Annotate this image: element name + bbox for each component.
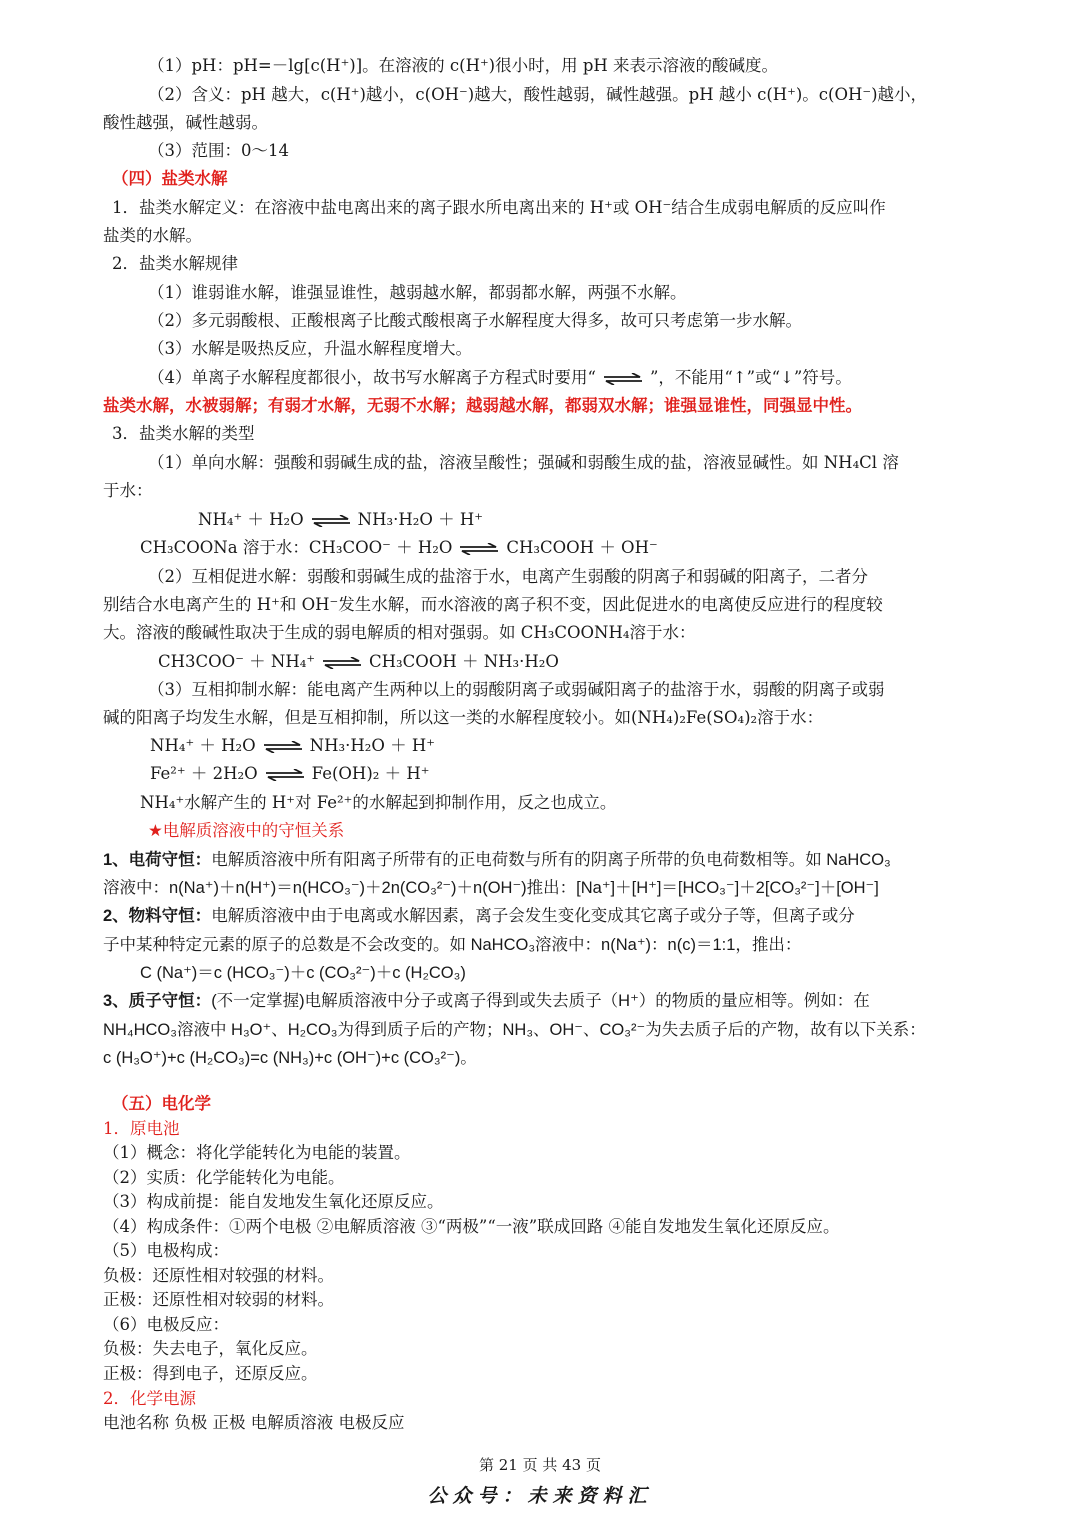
slogan-line: 盐类水解，水被弱解；有弱才水解，无弱不水解；越弱越水解，都弱双水解；谁强显谁性，同强显中性。 xyxy=(103,396,862,415)
text-segment: 电解质溶液中所有阳离子所带有的正电荷数与所有的阴离子所带的负电荷数相等。如 NaHCO₃ xyxy=(211,851,891,869)
equation-left: CH₃COONa 溶于水：CH₃COO⁻ ＋ H₂O xyxy=(140,538,453,557)
text-line xyxy=(103,846,983,874)
text-line: （3）互相抑制水解：能电离产生两种以上的弱酸阴离子或弱碱阳离子的盐溶于水，弱酸的阴离子或弱 xyxy=(148,680,885,699)
text-line: （2）实质：化学能转化为电能。 xyxy=(103,1168,345,1187)
text-line: （4）构成条件：①两个电极 ②电解质溶液 ③“两极”“一液”联成回路 ④能自发地发生氧化还原反应。 xyxy=(103,1217,840,1236)
text-line: 酸性越强，碱性越弱。 xyxy=(103,113,268,132)
text-line: 大。溶液的酸碱性取决于生成的弱电解质的相对强弱。如 CH₃COONH₄溶于水： xyxy=(103,623,696,642)
text-segment: 电解质溶液中由于电离或水解因素，离子会发生变化变成其它离子或分子等，但离子或分 xyxy=(211,907,855,925)
equation-left: Fe²⁺ ＋ 2H₂O xyxy=(150,764,258,783)
equation-line xyxy=(158,648,1038,676)
text-line: （3）范围：0～14 xyxy=(148,141,289,160)
text-line: 盐类的水解。 xyxy=(103,226,202,245)
section-heading-star: ★电解质溶液中的守恒关系 xyxy=(148,822,345,840)
equation-right: CH₃COOH ＋ NH₃·H₂O xyxy=(369,652,559,671)
text-line: 碱的阳离子均发生水解，但是互相抑制，所以这一类的水解程度较小。如(NH₄)₂Fe(SO₄)₂溶于水： xyxy=(103,708,824,727)
equation-line xyxy=(150,760,1030,788)
text-line: 子中某种特定元素的原子的总数是不会改变的。如 NaHCO₃溶液中：n(Na⁺)：n(c)＝1:1，推出： xyxy=(103,936,802,954)
text-line xyxy=(103,902,983,930)
text-segment: (不一定掌握)电解质溶液中分子或离子得到或失去质子（H⁺）的物质的量应相等。例如：在 xyxy=(211,992,870,1010)
text-line: （3）水解是吸热反应，升温水解程度增大。 xyxy=(148,339,472,358)
text-segment: （4）单离子水解程度都很小，故书写水解离子方程式时要用“ xyxy=(148,368,596,387)
text-line: （1）pH：pH=－lg[c(H⁺)]。在溶液的 c(H⁺)很小时，用 pH 来表示溶液的酸碱度。 xyxy=(148,56,779,75)
equilibrium-arrow-icon xyxy=(321,657,363,669)
text-line: 3．盐类水解的类型 xyxy=(112,424,255,443)
text-line: NH₄HCO₃溶液中 H₃O⁺、H₂CO₃为得到质子后的产物；NH₃、OH⁻、CO₃²⁻为失去质子后的产物，故有以下关系： xyxy=(103,1021,926,1039)
text-line: 正极：得到电子，还原反应。 xyxy=(103,1364,318,1383)
text-line: （1）单向水解：强酸和弱碱生成的盐，溶液呈酸性；强碱和弱酸生成的盐，溶液显碱性。如 NH₄Cl 溶 xyxy=(148,453,899,472)
equation-right: NH₃·H₂O ＋ H⁺ xyxy=(357,510,483,529)
equation-line xyxy=(198,506,1078,534)
text-line: （1）概念：将化学能转化为电能的装置。 xyxy=(103,1143,411,1162)
text-line: NH₄⁺水解产生的 H⁺对 Fe²⁺的水解起到抑制作用，反之也成立。 xyxy=(140,793,617,812)
text-line: 正极：还原性相对较弱的材料。 xyxy=(103,1290,334,1309)
equation-left: NH₄⁺ ＋ H₂O xyxy=(198,510,304,529)
text-line: 2．盐类水解规律 xyxy=(112,254,238,273)
text-line: （2）多元弱酸根、正酸根离子比酸式酸根离子水解程度大得多，故可只考虑第一步水解。 xyxy=(148,311,802,330)
text-line: c (H₃O⁺)+c (H₂CO₃)=c (NH₃)+c (OH⁻)+c (CO₃²⁻)。 xyxy=(103,1049,477,1067)
term-label: 2、物料守恒： xyxy=(103,907,212,925)
text-line: 溶液中：n(Na⁺)＋n(H⁺)＝n(HCO₃⁻)＋2n(CO₃²⁻)＋n(OH⁻)推出：[Na⁺]＋[H⁺]＝[HCO₃⁻]＋2[CO₃²⁻]＋[OH⁻] xyxy=(103,879,879,897)
term-label: 3、质子守恒： xyxy=(103,992,212,1010)
equilibrium-arrow-icon xyxy=(262,741,304,753)
text-segment: ”，不能用“↑”或“↓”符号。 xyxy=(649,368,852,387)
text-line: （2）互相促进水解：弱酸和弱碱生成的盐溶于水，电离产生弱酸的阴离子和弱碱的阳离子，二者分 xyxy=(148,567,868,586)
text-line: 别结合水电离产生的 H⁺和 OH⁻发生水解，而水溶液的离子积不变，因此促进水的电离使反应进行的程度较 xyxy=(103,595,883,614)
text-line xyxy=(148,364,1028,392)
equation-right: NH₃·H₂O ＋ H⁺ xyxy=(309,736,435,755)
text-line: 于水： xyxy=(103,481,153,500)
equilibrium-arrow-icon xyxy=(310,515,352,527)
text-line: （2）含义：pH 越大，c(H⁺)越小，c(OH⁻)越大，酸性越弱，碱性越强。pH 越小 c(H⁺)。c(OH⁻)越小， xyxy=(148,85,928,104)
equation-line xyxy=(140,534,1020,562)
term-label: 1、电荷守恒： xyxy=(103,851,212,869)
section-heading-five: （五）电化学 xyxy=(112,1094,211,1113)
equation-left: CH3COO⁻ ＋ NH₄⁺ xyxy=(158,652,316,671)
text-line: （6）电极反应： xyxy=(103,1315,229,1334)
text-line: 1．盐类水解定义：在溶液中盐电离出来的离子跟水所电离出来的 H⁺或 OH⁻结合生成弱电解质的反应叫作 xyxy=(112,198,886,217)
section-heading-four: （四）盐类水解 xyxy=(112,169,228,188)
text-line: 负极：失去电子，氧化反应。 xyxy=(103,1339,318,1358)
equation-right: CH₃COOH ＋ OH⁻ xyxy=(506,538,658,557)
text-line: （5）电极构成： xyxy=(103,1241,229,1260)
equilibrium-arrow-icon xyxy=(458,543,500,555)
equation-line xyxy=(150,732,1030,760)
sub-heading-cell: 1．原电池 xyxy=(103,1119,180,1138)
text-line xyxy=(103,987,983,1015)
equilibrium-arrow-icon xyxy=(264,769,306,781)
equation-right: Fe(OH)₂ ＋ H⁺ xyxy=(311,764,430,783)
text-line: C (Na⁺)＝c (HCO₃⁻)＋c (CO₃²⁻)＋c (H₂CO₃) xyxy=(140,964,466,982)
text-line: 负极：还原性相对较强的材料。 xyxy=(103,1266,334,1285)
sub-heading-source: 2．化学电源 xyxy=(103,1389,196,1408)
equation-left: NH₄⁺ ＋ H₂O xyxy=(150,736,256,755)
text-line: （3）构成前提：能自发地发生氧化还原反应。 xyxy=(103,1192,444,1211)
watermark: 公众号：未来资料汇 xyxy=(427,1485,653,1507)
text-line: 电池名称 负极 正极 电解质溶液 电极反应 xyxy=(103,1413,405,1432)
equilibrium-arrow-icon xyxy=(602,373,644,385)
page-number: 第 21 页 共 43 页 xyxy=(478,1456,601,1474)
text-line: （1）谁弱谁水解，谁强显谁性，越弱越水解，都弱都水解，两强不水解。 xyxy=(148,283,687,302)
